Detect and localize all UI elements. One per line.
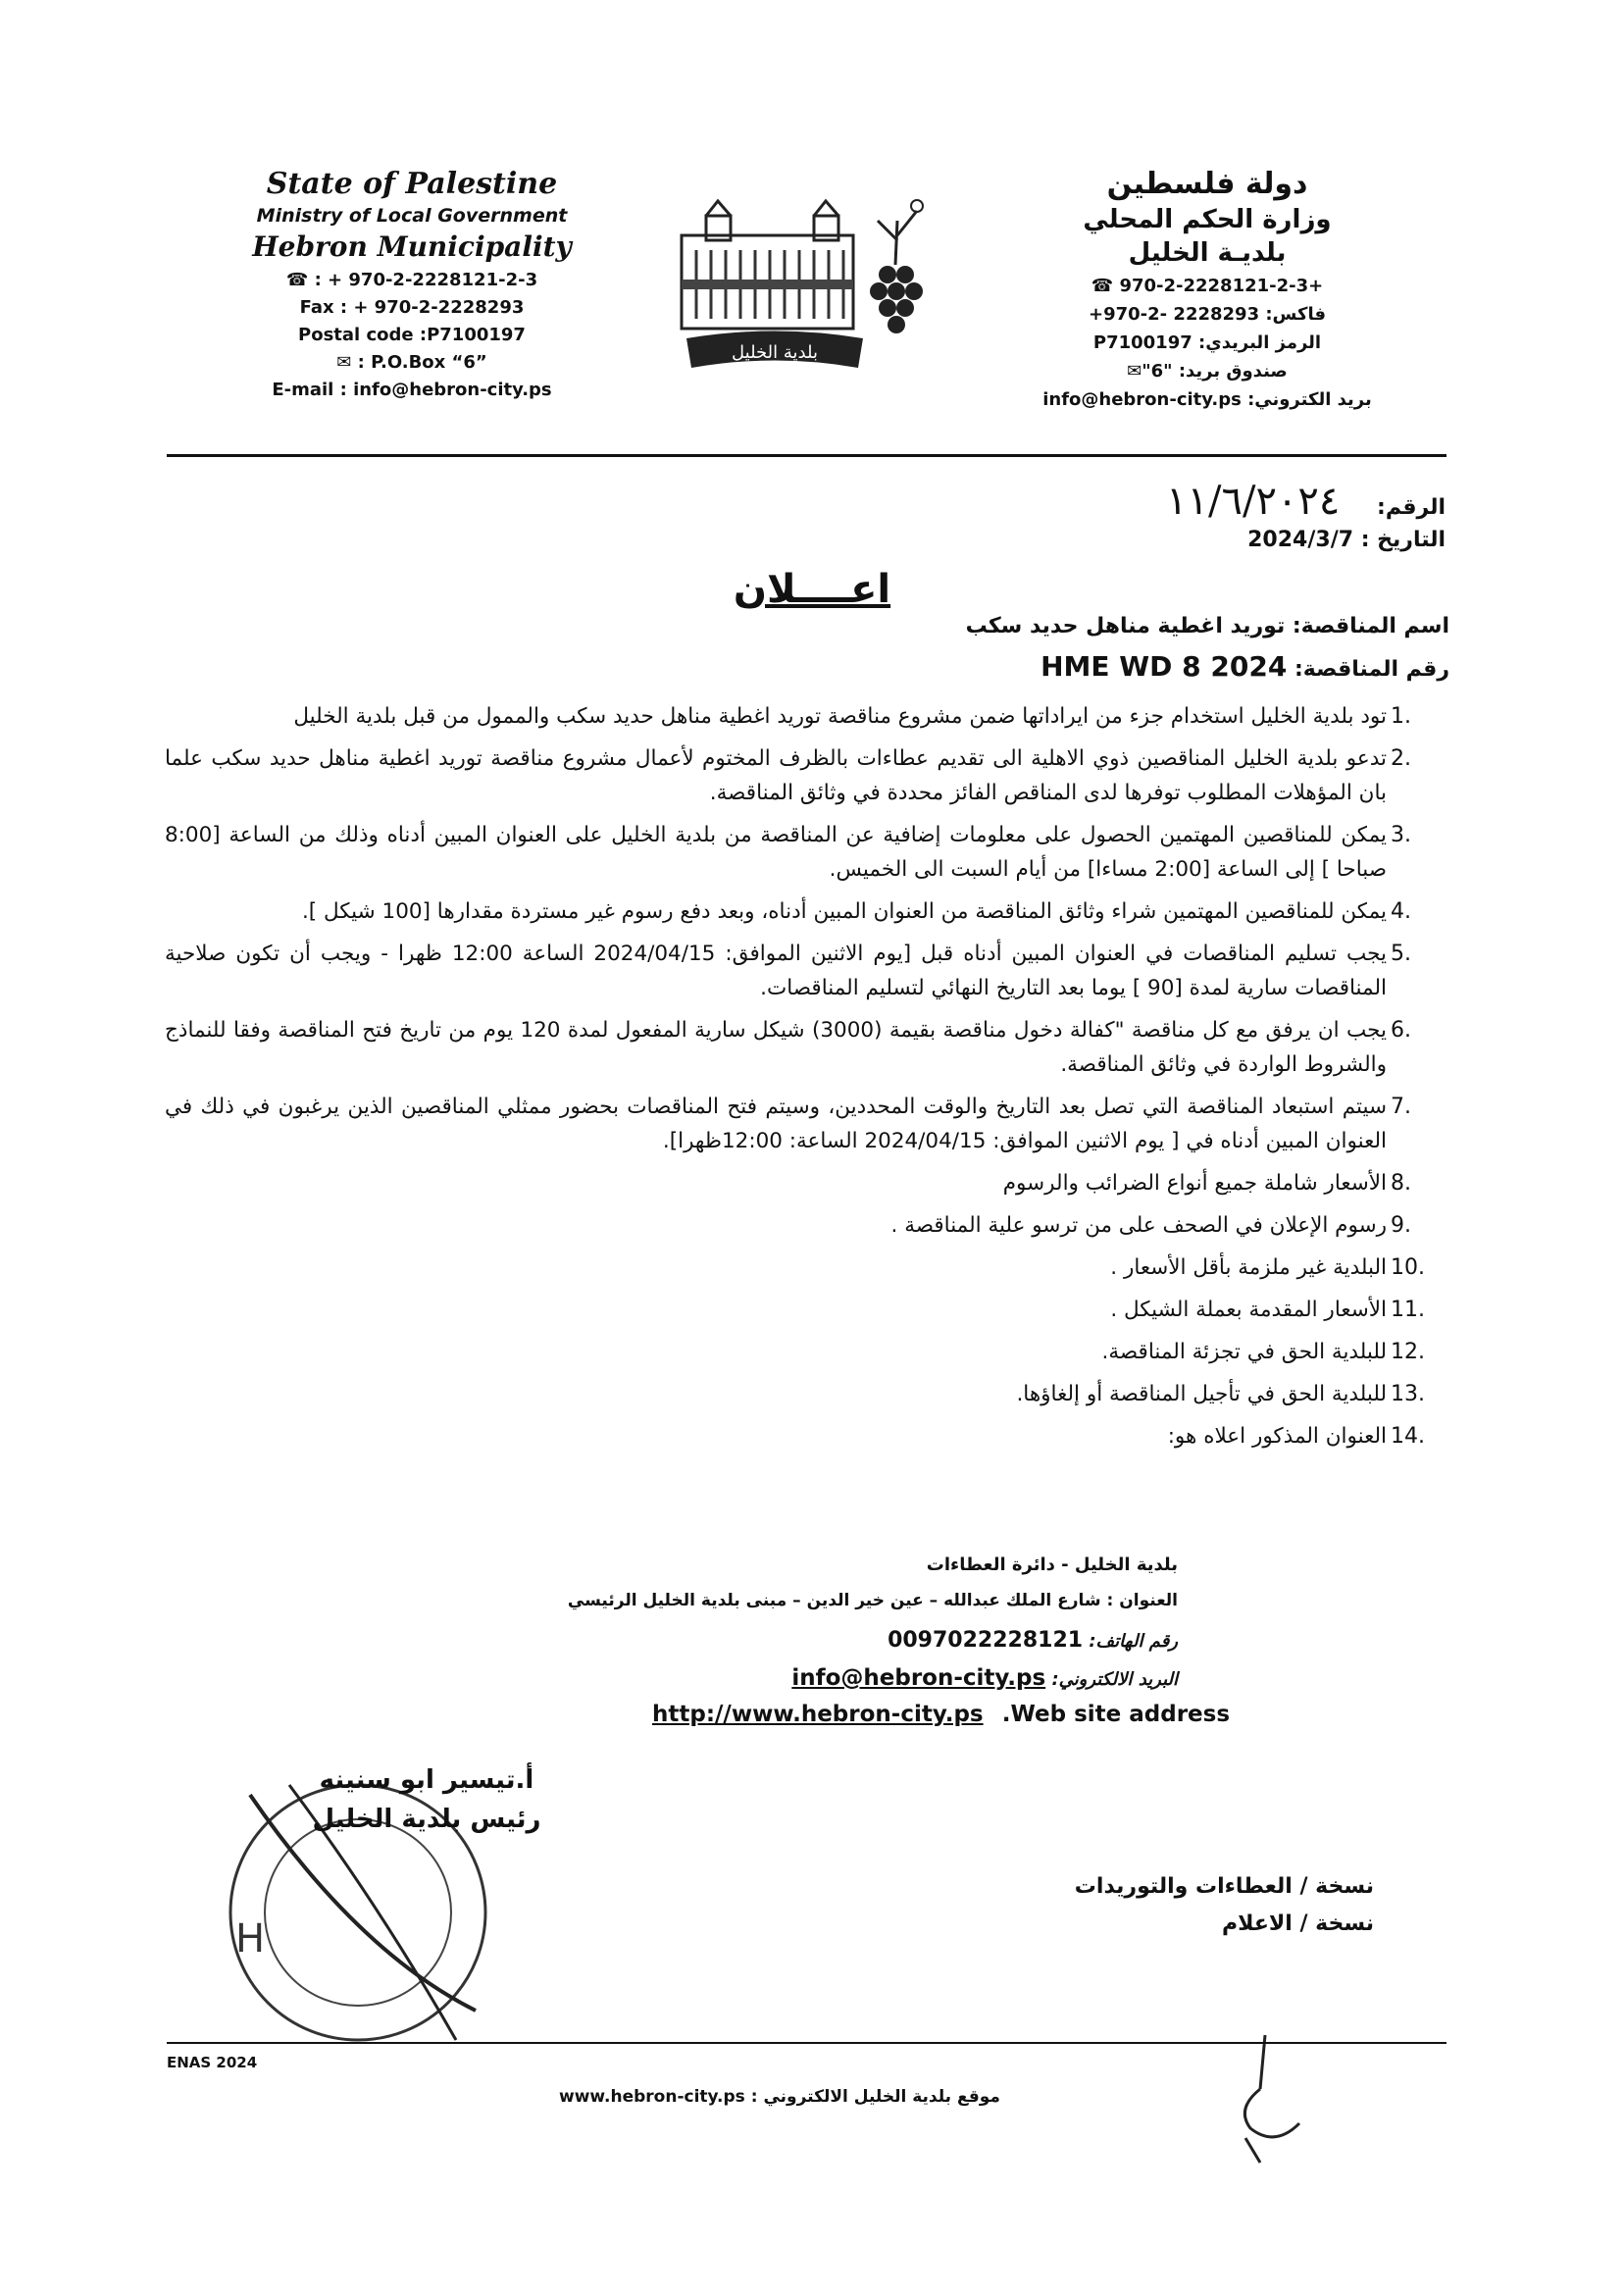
address-department: بلدية الخليل - دائرة العطاءات <box>926 1555 1178 1575</box>
header-divider <box>167 454 1446 457</box>
list-item: 10. البلدية غير ملزمة بأقل الأسعار . <box>1110 1255 1425 1280</box>
list-item: 9. رسوم الإعلان في الصحف على من ترسو علية المناقصة . <box>890 1213 1411 1238</box>
email-link[interactable]: info@hebron-city.ps <box>791 1665 1046 1691</box>
reference-label: الرقم: <box>1377 495 1446 520</box>
list-item: 12. للبلدية الحق في تجزئة المناقصة. <box>1101 1340 1425 1364</box>
footer-divider <box>167 2042 1446 2044</box>
website-link[interactable]: http://www.hebron-city.ps <box>652 1702 984 1727</box>
website-row <box>652 1702 1230 1727</box>
email-en: E-mail : info@hebron-city.ps <box>272 380 552 400</box>
header-english <box>226 167 598 400</box>
announcement-title: اعــــلان <box>733 567 891 612</box>
header-arabic <box>1021 167 1394 410</box>
municipality-logo <box>667 181 932 378</box>
reference-number-handwritten: ١١/٦/٢٠٢٤ <box>1166 479 1341 524</box>
list-item: 5. يجب تسليم المناقصات في العنوان المبين أدناه قبل [يوم الاثنين الموافق: 2024/04/15 الساعة 12:00 ظهرا - ويجب أن تكون صلاحية المناقصات سارية لمدة [90 ] يوما بعد التاريخ النهائي لتسليم المناقصات. <box>165 942 1411 1000</box>
pobox-ar: صندوق بريد: "6"✉ <box>1127 361 1288 382</box>
list-item: 8. الأسعار شاملة جميع أنواع الضرائب والرسوم <box>1002 1171 1411 1196</box>
signatory-name: أ.تيسير ابو سنينه <box>319 1765 534 1795</box>
list-item: 3. يمكن للمناقصين المهتمين الحصول على معلومات إضافية عن المناقصة من بلدية الخليل على العنوان المبين أدناه وذلك من الساعة [8:00 صباحا ] إلى الساعة [2:00 مساءا] من أيام السبت الى الخميس. <box>165 823 1411 882</box>
phone-en: ☎ : + 970-2-2228121-2-3 <box>285 270 538 290</box>
email-ar: بريد الكتروني: info@hebron-city.ps <box>1042 389 1372 410</box>
tender-number-label: رقم المناقصة: <box>1294 657 1449 682</box>
website-label: .Web site address <box>1001 1702 1231 1727</box>
handwritten-mark <box>1206 2030 1324 2167</box>
date-value: 2024/3/7 <box>1247 528 1354 552</box>
fax-ar: فاكس: 2228293 -2-970+ <box>1088 304 1327 325</box>
svg-text:H: H <box>235 1916 266 1962</box>
email-label: البريد الالكتروني: <box>1051 1669 1178 1690</box>
copy-tenders: نسخة / العطاءات والتوريدات <box>1074 1874 1374 1899</box>
date-label: التاريخ : <box>1360 528 1446 552</box>
fax-en: Fax : + 970-2-2228293 <box>299 297 525 318</box>
list-item: 2. تدعو بلدية الخليل المناقصين ذوي الاهلية الى تقديم عطاءات بالظرف المختوم لأعمال مشروع مناقصة توريد اغطية مناهل حديد سكب علما بان المؤهلات المطلوب توفرها لدى المناقص الفائز محددة في وثائق المناقصة. <box>165 746 1411 805</box>
postal-en: Postal code :P7100197 <box>298 325 526 345</box>
document-code: ENAS 2024 <box>167 2054 258 2071</box>
list-item: 6. يجب ان يرفق مع كل مناقصة "كفالة دخول مناقصة بقيمة (3000) شيكل سارية المفعول لمدة 120 يوم من تاريخ فتح المناقصة وفقا للنماذج والشروط الواردة في وثائق المناقصة. <box>165 1018 1411 1077</box>
phone-label: رقم الهاتف: <box>1089 1631 1178 1652</box>
address-email-row <box>791 1665 1178 1691</box>
list-item: 11. الأسعار المقدمة بعملة الشيكل . <box>1110 1298 1425 1322</box>
list-item: 13. للبلدية الحق في تأجيل المناقصة أو إلغاؤها. <box>1016 1382 1425 1406</box>
municipality-name-ar: بلديـة الخليل <box>1128 238 1287 268</box>
footer-website: www.hebron-city.ps : موقع بلدية الخليل الالكتروني <box>559 2087 1000 2107</box>
address-street: العنوان : شارع الملك عبدالله – عين خير الدين – مبنى بلدية الخليل الرئيسي <box>567 1591 1178 1610</box>
state-name-ar: دولة فلسطين <box>1106 167 1308 201</box>
copy-media: نسخة / الاعلام <box>1222 1912 1374 1936</box>
phone-ar: +970-2-2228121-2-3 ☎ <box>1091 276 1324 296</box>
address-phone-row <box>888 1628 1178 1653</box>
postal-ar: الرمز البريدي: P7100197 <box>1092 332 1322 353</box>
reference-row <box>1166 479 1446 524</box>
logo-banner-text: بلدية الخليل <box>732 342 818 363</box>
date-row <box>1247 528 1446 552</box>
pobox-en: ✉ : P.O.Box “6” <box>336 352 487 373</box>
state-name-en: State of Palestine <box>266 167 558 201</box>
tender-number-value: HME WD 8 2024 <box>1040 650 1288 683</box>
tender-number-row <box>1040 650 1449 683</box>
phone-value: 0097022228121 <box>888 1628 1084 1653</box>
list-item: 1. تود بلدية الخليل استخدام جزء من ايراداتها ضمن مشروع مناقصة توريد اغطية مناهل حديد سكب والممول من قبل بلدية الخليل <box>293 704 1411 729</box>
municipality-name-en: Hebron Municipality <box>252 230 572 263</box>
list-item: 14. العنوان المذكور اعلاه هو: <box>1167 1424 1425 1449</box>
copies-block <box>1075 1868 1374 1943</box>
ministry-name-en: Ministry of Local Government <box>256 205 568 227</box>
tender-name: اسم المناقصة: توريد اغطية مناهل حديد سكب <box>965 614 1449 638</box>
list-item: 7. سيتم استبعاد المناقصة التي تصل بعد التاريخ والوقت المحددين، وسيتم فتح المناقصات بحضور ممثلي المناقصين الذين يرغبون في ذلك في العنوان المبين أدناه في [ يوم الاثنين الموافق: 2024/04/15 الساعة: 12:00ظهرا]. <box>165 1095 1411 1153</box>
ministry-name-ar: وزارة الحكم المحلي <box>1083 205 1332 234</box>
terms-list <box>165 699 1449 1461</box>
signature-block <box>279 1760 574 1839</box>
list-item: 4. يمكن للمناقصين المهتمين شراء وثائق المناقصة من العنوان المبين أدناه، وبعد دفع رسوم غير مستردة مقدارها [100 شيكل ]. <box>301 899 1411 924</box>
signatory-title: رئيس بلدية الخليل <box>312 1805 541 1834</box>
